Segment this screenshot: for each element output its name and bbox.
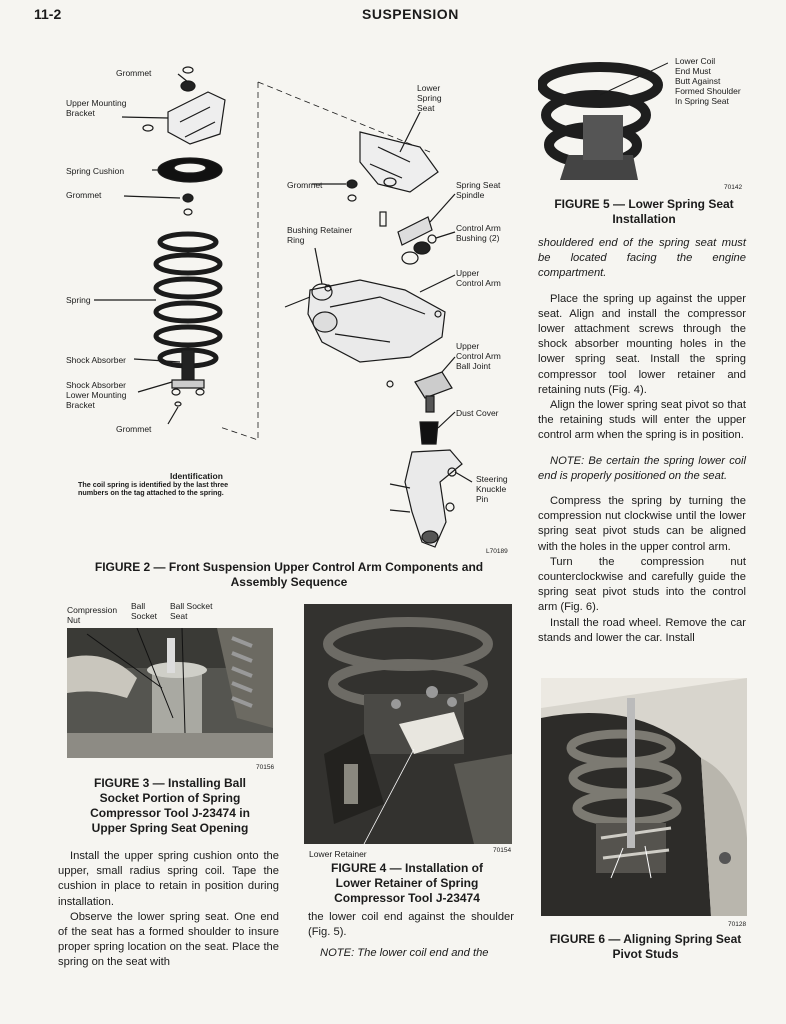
label-upper-mounting-bracket: Upper Mounting Bracket xyxy=(66,98,127,118)
figure-3-label-compression-nut: Compression Nut xyxy=(67,605,118,625)
right-note: NOTE: Be certain the spring lower coil end is properly positioned on the seat. xyxy=(538,454,746,482)
figure-4-code: 70154 xyxy=(493,847,512,854)
figure-5-label: Lower Coil End Must Butt Against Formed Shoulder In Spring Seat xyxy=(675,56,741,106)
page-number: 11-2 xyxy=(34,6,62,22)
label-dust-cover: Dust Cover xyxy=(456,408,499,418)
figure-5-image xyxy=(538,55,668,185)
right-paragraph-2: Align the lower spring seat pivot so that the retaining studs will enter the upper control arm when the spring is in position. xyxy=(538,399,746,442)
figure-2-caption: FIGURE 2 — Front Suspension Upper Control Arm Components and Assembly Sequence xyxy=(94,560,484,589)
label-grommet-bottom: Grommet xyxy=(116,424,152,434)
label-lower-spring-seat: Lower Spring Seat xyxy=(417,83,442,113)
label-shock-lower-bracket: Shock Absorber Lower Mounting Bracket xyxy=(66,380,127,410)
identification-title: Identification xyxy=(170,471,223,481)
figure-3-photo xyxy=(67,628,273,758)
label-spring-cushion: Spring Cushion xyxy=(66,166,125,176)
figure-4-label: Lower Retainer xyxy=(309,849,367,859)
right-column-text xyxy=(538,236,746,652)
label-control-arm-bushing: Control Arm Bushing (2) xyxy=(456,223,501,243)
figure-6-photo xyxy=(541,678,747,916)
middle-note: NOTE: The lower coil end and the xyxy=(320,947,489,960)
middle-column-text xyxy=(308,910,514,968)
label-upper-ball-joint: Upper Control Arm Ball Joint xyxy=(456,341,501,371)
label-grommet-mid: Grommet xyxy=(66,190,102,200)
right-intro-note: shouldered end of the spring seat must be located facing the engine compartment. xyxy=(538,237,746,280)
figure-4-photo xyxy=(304,604,512,844)
figure-3-code: 70156 xyxy=(256,764,275,771)
right-paragraph-3: Compress the spring by turning the compression nut clockwise until the lower spring seat pivot studs can be aligned with the holes in the upper control arm. xyxy=(538,495,746,553)
label-grommet-top: Grommet xyxy=(116,68,152,78)
figure-3-label-ball-socket: Ball Socket xyxy=(131,601,157,621)
right-paragraph-4: Turn the compression nut counterclockwise and carefully guide the spring seat pivot studs into the control arm (Fig. 6). xyxy=(538,555,746,614)
figure-6-code: 70128 xyxy=(728,921,747,928)
figure-5-code: 70142 xyxy=(724,184,743,191)
left-column-text xyxy=(58,849,279,977)
label-grommet-center: Grommet xyxy=(287,180,323,190)
left-paragraph-2: Observe the lower spring seat. One end of the seat has a formed shoulder to insure proper spring location on the seat. Place the spring on the seat with xyxy=(58,910,279,969)
label-bushing-retainer-ring: Bushing Retainer Ring xyxy=(287,225,353,245)
label-shock-absorber: Shock Absorber xyxy=(66,355,127,365)
figure-3-caption: FIGURE 3 — Installing Ball Socket Portion of Spring Compressor Tool J-23474 in Upper Spring Seat Opening xyxy=(90,776,250,835)
figure-2-code: L70189 xyxy=(486,548,508,555)
figure-4-caption: FIGURE 4 — Installation of Lower Retainer of Spring Compressor Tool J-23474 xyxy=(330,861,483,905)
right-paragraph-5: Install the road wheel. Remove the car stands and lower the car. Install xyxy=(538,616,746,644)
label-steering-knuckle-pin: Steering Knuckle Pin xyxy=(476,474,508,504)
left-paragraph-1: Install the upper spring cushion onto the upper, small radius spring coil. Tape the cushion in place to retain in position during installation. xyxy=(58,850,279,908)
right-paragraph-1: Place the spring up against the upper seat. Align and install the compressor lower attachment screws through the shock absorber mounting holes in the lower spring seat. Install the spring compressor tool lower retainer and retaining nuts (Fig. 4). xyxy=(538,292,746,396)
label-spring: Spring xyxy=(66,295,91,305)
section-title: SUSPENSION xyxy=(362,6,459,22)
label-upper-control-arm: Upper Control Arm xyxy=(456,268,501,288)
identification-text: The coil spring is identified by the last three numbers on the tag attached to the spring. xyxy=(78,480,229,498)
figure-5-caption: FIGURE 5 — Lower Spring Seat Installation xyxy=(554,197,734,226)
figure-6-caption: FIGURE 6 — Aligning Spring Seat Pivot Studs xyxy=(549,932,742,961)
label-spring-seat-spindle: Spring Seat Spindle xyxy=(456,180,501,200)
figure-3-label-ball-socket-seat: Ball Socket Seat xyxy=(170,601,213,621)
middle-paragraph-1: the lower coil end against the shoulder (Fig. 5). xyxy=(308,911,514,939)
